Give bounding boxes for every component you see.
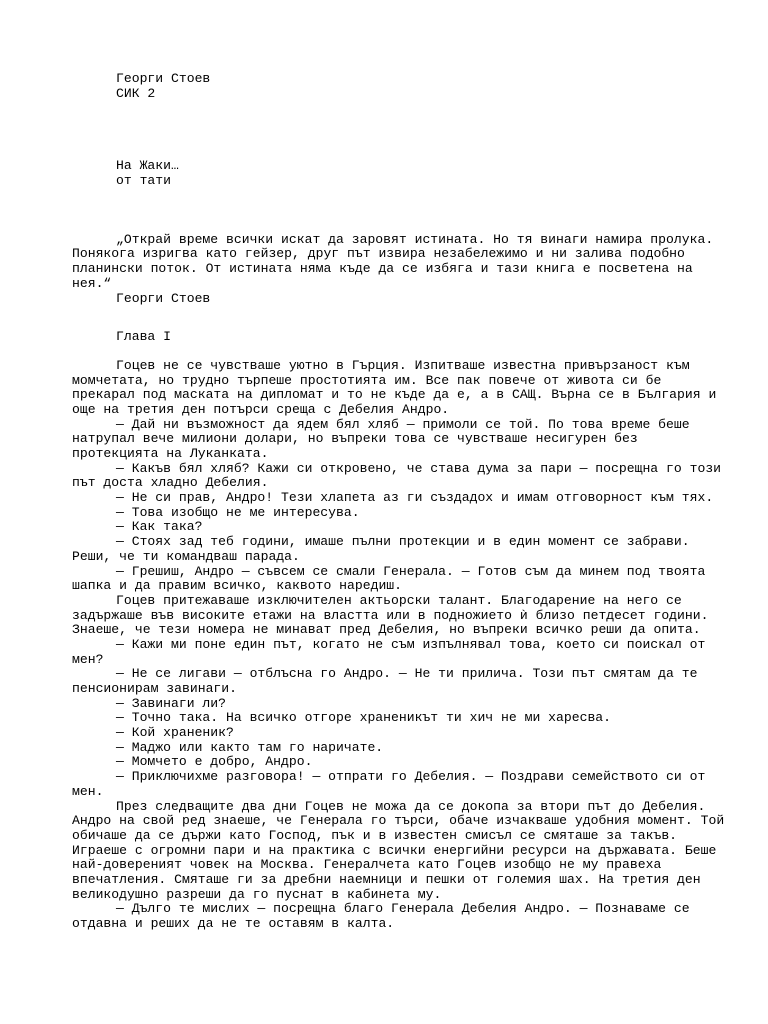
chapter-body xyxy=(72,357,725,932)
body-line: — Не се лигави — отблъсна го Андро. — Не ти прилича. Този път смятам да те xyxy=(116,666,698,682)
body-line: — Момчето е добро, Андро. xyxy=(116,754,313,770)
epigraph-line: „Открай време всички искат да заровят истината. Но тя винаги намира пролука. xyxy=(116,231,714,247)
dedication-line-2: от тати xyxy=(116,173,172,189)
body-line: впечатления. Смяташе ги за дребни наемници и пешки от големия шах. На третия ден xyxy=(72,871,701,887)
body-line: — Стоях зад теб години, имаше пълни протекции и в един момент се забрави. xyxy=(116,534,690,550)
body-line: — Как така? xyxy=(116,519,203,535)
dedication-line-1: На Жаки… xyxy=(116,158,179,174)
document-page xyxy=(72,71,725,932)
body-line: — Завинаги ли? xyxy=(116,695,227,711)
body-line: — Грешиш, Андро — съвсем се смали Генерала. — Готов съм да минем под твоята xyxy=(116,563,706,579)
body-line: прекарал под маската на дипломат и то не къде да е, а в САЩ. Върна се в България и xyxy=(72,387,717,403)
epigraph-line: нея.“ xyxy=(72,275,112,291)
body-line: — Не си прав, Андро! Тези хлапета аз ги създадох и имам отговорност към тях. xyxy=(116,490,714,506)
header-author: Георги Стоев xyxy=(116,71,211,86)
body-line: — Точно така. На всичко отгоре храненикът ти хич не ми харесва. xyxy=(116,710,612,726)
body-line: великодушно разреши да го пуснат в кабинета му. xyxy=(72,886,442,902)
body-line: отдавна и реших да не те оставям в калта. xyxy=(72,916,395,931)
body-line: Гоцев не се чувстваше уютно в Гърция. Изпитваше известна привързаност към xyxy=(116,357,690,373)
body-line: — Маджо или както там го наричате. xyxy=(116,739,384,755)
body-line: — Това изобщо не ме интересува. xyxy=(116,504,360,520)
body-line: още на третия ден потърси среща с Дебелия Андро. xyxy=(72,401,450,417)
header-series: СИК 2 xyxy=(116,85,156,101)
body-line: момчетата, но трудно търпеше простотията им. Все пак повече от живота си бе xyxy=(72,372,662,388)
body-line: — Дай ни възможност да ядем бял хляб — примоли се той. По това време беше xyxy=(116,416,690,432)
body-line: обичаше да се държи като Господ, пък и в известен смисъл се смяташе за такъв. xyxy=(72,827,678,843)
body-line: — Дълго те мислих — посрещна благо Генерала Дебелия Андро. — Познаваме се xyxy=(116,901,690,917)
body-line: мен. xyxy=(72,783,104,799)
epigraph-signature: Георги Стоев xyxy=(116,290,211,306)
body-line: натрупал вече милиони долари, но въпреки това се чувстваше несигурен без xyxy=(72,431,638,447)
chapter-title: Глава I xyxy=(116,329,172,345)
body-line: протекцията на Луканката. xyxy=(72,446,269,461)
body-line: — Кой храненик? xyxy=(116,725,234,741)
epigraph-line: планински поток. От истината няма къде да се избяга и тази книга е посветена на xyxy=(72,261,693,277)
body-line: Играеше с огромни пари и на практика с всички енергийни ресурси на държавата. Беше xyxy=(72,842,717,858)
epigraph-line: Понякога изригва като гейзер, друг път извира незабележимо и ни залива подобно xyxy=(72,246,685,262)
body-line: пенсионирам завинаги. xyxy=(72,681,238,696)
body-line: През следващите два дни Гоцев не можа да се докопа за втори път до Дебелия. xyxy=(116,798,706,814)
body-line: — Приключихме разговора! — отпрати го Дебелия. — Поздрави семейството си от xyxy=(116,769,706,785)
body-line: мен? xyxy=(72,651,104,667)
body-line: — Какъв бял хляб? Кажи си откровено, че става дума за пари — посрещна го този xyxy=(116,460,722,476)
body-line: Реши, че ти командваш парада. xyxy=(72,548,300,564)
epigraph xyxy=(72,231,714,306)
body-line: най-довереният човек на Москва. Генералчета като Гоцев изобщо не му правеха xyxy=(72,857,662,873)
body-line: път доста хладно Дебелия. xyxy=(72,475,269,491)
body-line: Знаеше, че тези номера не минават пред Дебелия, но въпреки всичко реши да опита. xyxy=(72,622,701,638)
body-line: задържаше във високите етажи на властта или в подножието ѝ близо петдесет години. xyxy=(72,607,709,623)
body-line: Гоцев притежаваше изключителен актьорски талант. Благодарение на него се xyxy=(116,592,682,608)
body-line: Андро на свой ред знаеше, че Генерала го търси, обаче изчакваше удобния момент. Той xyxy=(72,813,725,829)
body-line: — Кажи ми поне един път, когато не съм изпълнявал това, което си поискал от xyxy=(116,636,706,652)
body-line: шапка и да правим всичко, каквото наредиш. xyxy=(72,578,403,594)
